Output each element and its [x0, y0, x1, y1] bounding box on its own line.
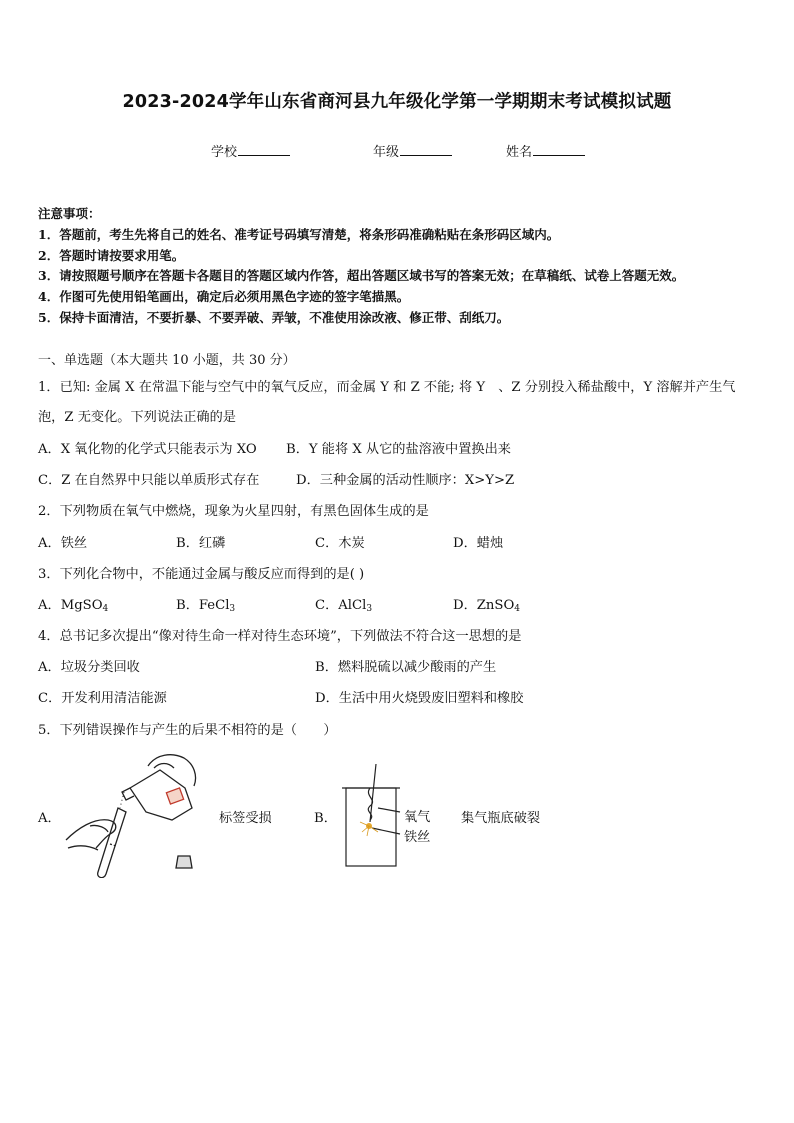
school-label: 学校	[211, 145, 238, 160]
q3-option-c[interactable]	[315, 594, 372, 614]
q2-stem: 2．下列物质在氧气中燃烧，现象为火星四射，有黑色固体生成的是	[38, 504, 429, 519]
notice-item: 1．答题前，考生先将自己的姓名、准考证号码填写清楚，将条形码准确粘贴在条形码区域内。	[38, 227, 560, 242]
fig-b-iron-label: 铁丝	[404, 830, 431, 845]
grade-label: 年级	[373, 145, 400, 160]
q3-option-a[interactable]	[38, 594, 108, 614]
notice-item: 3．请按照题号顺序在答题卡各题目的答题区域内作答，超出答题区域书写的答案无效；在草稿纸、试卷上答题无效。	[38, 268, 685, 283]
q1-option-b[interactable]: B．Y 能将 X 从它的盐溶液中置换出来	[286, 442, 511, 457]
q2-option-d[interactable]: D．蜡烛	[453, 536, 504, 551]
q2-option-c[interactable]: C．木炭	[315, 536, 365, 551]
q5-option-b-label[interactable]: B．	[314, 811, 337, 826]
name-blank[interactable]	[533, 143, 585, 156]
q3-c-text: C．AlCl	[315, 598, 367, 613]
fig-b-oxygen-label: 氧气	[404, 810, 431, 825]
q3-d-sub: 4	[514, 604, 520, 614]
q4-stem: 4．总书记多次提出“像对待生命一样对待生态环境”，下列做法不符合这一思想的是	[38, 629, 522, 644]
q5-option-b-result: 集气瓶底破裂	[461, 811, 541, 826]
q3-b-sub: 3	[229, 604, 236, 614]
name-field[interactable]	[506, 141, 585, 160]
q4-option-d[interactable]: D．生活中用火烧毁废旧塑料和橡胶	[315, 691, 524, 706]
q1-stem-line1: 1．已知: 金属 X 在常温下能与空气中的氧气反应，而金属 Y 和 Z 不能; 将 Y 、Z 分别投入稀盐酸中，Y 溶解并产生气	[38, 380, 736, 395]
q2-option-b[interactable]: B．红磷	[176, 536, 226, 551]
q4-option-c[interactable]: C．开发利用清洁能源	[38, 691, 167, 706]
q3-option-b[interactable]	[176, 594, 235, 614]
name-label: 姓名	[506, 145, 533, 160]
q4-option-b[interactable]: B．燃料脱硫以减少酸雨的产生	[315, 660, 497, 675]
q4-option-a[interactable]: A．垃圾分类回收	[38, 660, 140, 675]
page-title: 2023-2024学年山东省商河县九年级化学第一学期期末考试模拟试题	[122, 92, 672, 112]
q3-a-text: A．MgSO	[38, 598, 103, 613]
notice-heading: 注意事项：	[38, 206, 101, 221]
q1-option-a[interactable]: A．X 氧化物的化学式只能表示为 XO	[38, 442, 257, 457]
notice-item: 2．答题时请按要求用笔。	[38, 248, 185, 263]
gas-jar-iron-wire-illustration	[338, 762, 404, 870]
q5-option-a-label[interactable]: A．	[38, 811, 61, 826]
notice-item: 4．作图可先使用铅笔画出，确定后必须用黑色字迹的签字笔描黑。	[38, 289, 410, 304]
section-heading: 一、单选题（本大题共 10 小题，共 30 分）	[38, 353, 296, 368]
q1-option-c[interactable]: C．Z 在自然界中只能以单质形式存在	[38, 473, 260, 488]
q1-stem-line2: 泡，Z 无变化。下列说法正确的是	[38, 410, 236, 425]
school-field[interactable]	[211, 141, 290, 160]
q3-d-text: D．ZnSO	[453, 598, 515, 613]
q1-option-d[interactable]: D．三种金属的活动性顺序：X>Y>Z	[296, 473, 515, 488]
q2-option-a[interactable]: A．铁丝	[38, 536, 88, 551]
q3-option-d[interactable]	[453, 594, 520, 614]
q5-stem: 5．下列错误操作与产生的后果不相符的是（ ）	[38, 723, 337, 738]
school-blank[interactable]	[238, 143, 290, 156]
q3-a-sub: 4	[102, 604, 109, 614]
q3-stem: 3．下列化合物中，不能通过金属与酸反应而得到的是( )	[38, 567, 365, 582]
pouring-liquid-illustration	[60, 748, 210, 878]
notice-item: 5．保持卡面清洁，不要折暴、不要弄破、弄皱，不准使用涂改液、修正带、刮纸刀。	[38, 310, 510, 325]
q3-c-sub: 3	[366, 604, 373, 614]
q5-option-a-result: 标签受损	[219, 811, 272, 826]
grade-blank[interactable]	[400, 143, 452, 156]
grade-field[interactable]	[373, 141, 452, 160]
q3-b-text: B．FeCl	[176, 598, 230, 613]
